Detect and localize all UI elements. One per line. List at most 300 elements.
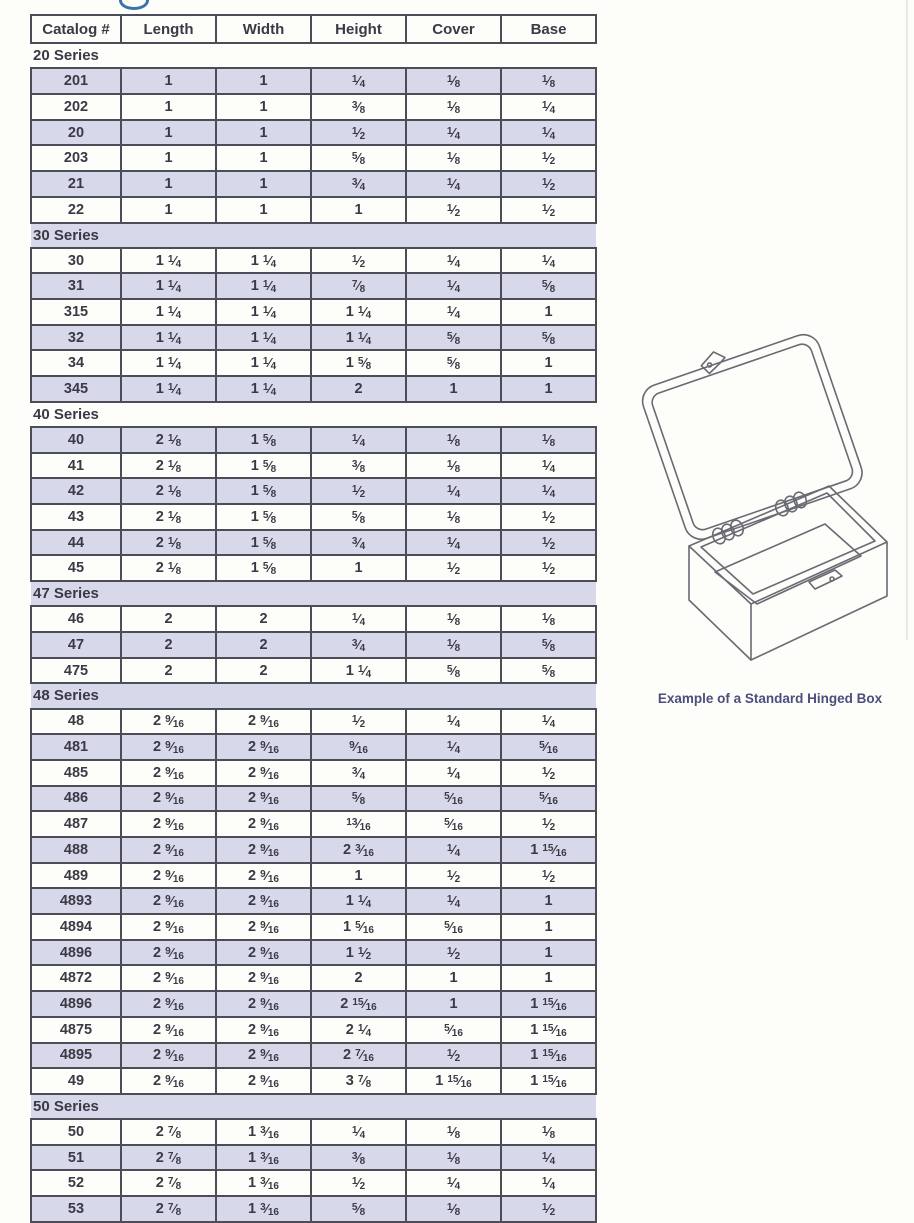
column-header: Cover <box>406 15 501 43</box>
dimension-cell: 1 $^5⁄_{16}$ <box>311 914 406 940</box>
dimension-cell: 2 $^9⁄_{16}$ <box>121 863 216 889</box>
dimension-cell: 1 $^{15}⁄_{16}$ <box>501 837 596 863</box>
dimension-cell: $^1⁄_2$ <box>406 940 501 966</box>
dimension-cell: $^1⁄_4$ <box>406 837 501 863</box>
dimension-cell: $^1⁄_2$ <box>311 120 406 146</box>
dimension-cell: 1 $^1⁄_4$ <box>121 299 216 325</box>
catalog-number-cell: 53 <box>31 1196 121 1222</box>
catalog-number-cell: 487 <box>31 811 121 837</box>
catalog-number-cell: 21 <box>31 171 121 197</box>
dimension-cell: $^1⁄_4$ <box>406 888 501 914</box>
dimension-cell: $^1⁄_4$ <box>311 427 406 453</box>
dimension-cell: 1 $^1⁄_4$ <box>216 325 311 351</box>
dimension-cell: $^1⁄_4$ <box>406 709 501 735</box>
dimension-cell: 2 <box>311 376 406 402</box>
catalog-number-cell: 4896 <box>31 991 121 1017</box>
column-header: Width <box>216 15 311 43</box>
dimension-cell: $^1⁄_2$ <box>406 197 501 223</box>
dimension-cell: 2 $^9⁄_{16}$ <box>216 888 311 914</box>
catalog-number-cell: 489 <box>31 863 121 889</box>
dimension-cell: $^5⁄_8$ <box>311 1196 406 1222</box>
dimension-cell: 1 $^1⁄_4$ <box>216 299 311 325</box>
dimension-cell: $^5⁄_8$ <box>501 658 596 684</box>
dimension-cell: $^5⁄_{16}$ <box>501 786 596 812</box>
dimension-cell: $^5⁄_8$ <box>501 273 596 299</box>
dimension-cell: $^1⁄_8$ <box>501 606 596 632</box>
dimension-cell: 2 $^7⁄_8$ <box>121 1170 216 1196</box>
dimension-cell: $^5⁄_8$ <box>406 658 501 684</box>
series-label: 48 Series <box>31 683 596 708</box>
dimension-cell: 1 $^{15}⁄_{16}$ <box>501 1043 596 1069</box>
table-row <box>31 914 596 940</box>
dimension-cell: $^1⁄_4$ <box>406 171 501 197</box>
dimension-cell: 1 $^1⁄_4$ <box>216 376 311 402</box>
table-row <box>31 658 596 684</box>
series-label: 50 Series <box>31 1094 596 1119</box>
table-row <box>31 1145 596 1171</box>
dimension-cell: $^3⁄_4$ <box>311 632 406 658</box>
dimension-cell: 2 $^1⁄_8$ <box>121 504 216 530</box>
table-row <box>31 940 596 966</box>
dimension-cell: 1 $^{15}⁄_{16}$ <box>406 1068 501 1094</box>
dimension-cell: 2 <box>121 606 216 632</box>
dimension-cell: 1 $^5⁄_8$ <box>216 478 311 504</box>
catalog-number-cell: 48 <box>31 709 121 735</box>
catalog-number-cell: 203 <box>31 145 121 171</box>
dimension-cell: 2 $^9⁄_{16}$ <box>121 734 216 760</box>
dimension-cell: 2 $^9⁄_{16}$ <box>216 863 311 889</box>
dimension-cell: $^5⁄_8$ <box>406 325 501 351</box>
dimension-cell: 2 $^9⁄_{16}$ <box>216 1017 311 1043</box>
catalog-number-cell: 4896 <box>31 940 121 966</box>
column-header: Base <box>501 15 596 43</box>
dimension-cell: $^1⁄_4$ <box>311 68 406 94</box>
dimension-cell: $^1⁄_4$ <box>501 94 596 120</box>
dimension-cell: 1 $^1⁄_4$ <box>121 325 216 351</box>
dimension-cell: $^3⁄_8$ <box>311 453 406 479</box>
dimension-cell: $^1⁄_2$ <box>501 555 596 581</box>
dimension-cell: $^1⁄_4$ <box>501 1170 596 1196</box>
dimension-cell: $^1⁄_4$ <box>501 453 596 479</box>
table-row <box>31 991 596 1017</box>
dimension-cell: $^1⁄_2$ <box>501 197 596 223</box>
dimension-cell: 1 <box>216 171 311 197</box>
table-row <box>31 350 596 376</box>
dimension-cell: $^1⁄_2$ <box>501 811 596 837</box>
dimension-cell: $^1⁄_4$ <box>406 299 501 325</box>
series-row <box>31 581 596 606</box>
dimension-cell: 2 $^9⁄_{16}$ <box>216 786 311 812</box>
dimension-cell: $^5⁄_8$ <box>311 504 406 530</box>
dimension-cell: 2 $^7⁄_{16}$ <box>311 1043 406 1069</box>
catalog-number-cell: 34 <box>31 350 121 376</box>
table-row <box>31 1170 596 1196</box>
dimension-cell: 1 <box>501 350 596 376</box>
dimension-cell: 1 <box>311 197 406 223</box>
table-row <box>31 478 596 504</box>
catalog-number-cell: 202 <box>31 94 121 120</box>
dimension-cell: $^{13}⁄_{16}$ <box>311 811 406 837</box>
series-row <box>31 43 596 68</box>
catalog-number-cell: 46 <box>31 606 121 632</box>
dimension-cell: $^1⁄_4$ <box>406 1170 501 1196</box>
catalog-number-cell: 42 <box>31 478 121 504</box>
table-row <box>31 504 596 530</box>
dimension-cell: $^5⁄_{16}$ <box>406 1017 501 1043</box>
dimension-cell: 2 $^9⁄_{16}$ <box>121 991 216 1017</box>
dimension-cell: 1 <box>406 991 501 1017</box>
dimension-cell: 3 $^7⁄_8$ <box>311 1068 406 1094</box>
dimension-cell: $^1⁄_2$ <box>501 760 596 786</box>
catalog-number-cell: 45 <box>31 555 121 581</box>
catalog-number-cell: 50 <box>31 1119 121 1145</box>
dimension-cell: 1 $^1⁄_4$ <box>216 273 311 299</box>
table-row <box>31 325 596 351</box>
dimension-cell: $^1⁄_2$ <box>406 1043 501 1069</box>
table-row <box>31 427 596 453</box>
dimension-cell: 2 $^1⁄_8$ <box>121 555 216 581</box>
dimension-cell: 1 $^1⁄_4$ <box>216 350 311 376</box>
table-row <box>31 1068 596 1094</box>
series-row <box>31 683 596 708</box>
catalog-number-cell: 4872 <box>31 965 121 991</box>
table-row <box>31 376 596 402</box>
dimension-cell: $^7⁄_8$ <box>311 273 406 299</box>
dimension-cell: 2 $^9⁄_{16}$ <box>216 940 311 966</box>
dimension-cell: 1 <box>501 376 596 402</box>
table-row <box>31 120 596 146</box>
dimension-cell: 1 $^1⁄_4$ <box>216 248 311 274</box>
dimension-cell: 2 $^7⁄_8$ <box>121 1145 216 1171</box>
dimension-cell: 2 $^9⁄_{16}$ <box>121 965 216 991</box>
base-latch-rivet <box>830 577 834 581</box>
dimension-cell: 2 $^9⁄_{16}$ <box>121 914 216 940</box>
series-row <box>31 402 596 427</box>
catalog-number-cell: 20 <box>31 120 121 146</box>
dimension-cell: 2 $^9⁄_{16}$ <box>216 837 311 863</box>
dimension-cell: $^1⁄_8$ <box>406 453 501 479</box>
dimension-cell: 1 $^1⁄_4$ <box>311 888 406 914</box>
dimension-cell: 2 $^1⁄_8$ <box>121 427 216 453</box>
dimension-cell: 2 $^9⁄_{16}$ <box>216 1043 311 1069</box>
dimension-cell: 1 <box>501 888 596 914</box>
dimension-cell: 2 $^9⁄_{16}$ <box>121 709 216 735</box>
dimension-cell: 2 $^9⁄_{16}$ <box>216 914 311 940</box>
dimension-cell: 2 $^1⁄_4$ <box>311 1017 406 1043</box>
catalog-number-cell: 31 <box>31 273 121 299</box>
dimension-cell: 1 $^1⁄_4$ <box>311 658 406 684</box>
dimension-cell: 2 $^9⁄_{16}$ <box>121 786 216 812</box>
catalog-number-cell: 51 <box>31 1145 121 1171</box>
series-row <box>31 223 596 248</box>
dimension-cell: 2 $^1⁄_8$ <box>121 530 216 556</box>
table-row <box>31 863 596 889</box>
dimension-cell: 1 $^5⁄_8$ <box>216 530 311 556</box>
dimension-cell: 1 $^5⁄_8$ <box>216 555 311 581</box>
catalog-number-cell: 32 <box>31 325 121 351</box>
catalog-number-cell: 486 <box>31 786 121 812</box>
dimension-cell: 1 $^1⁄_4$ <box>311 325 406 351</box>
dimension-cell: $^1⁄_8$ <box>406 606 501 632</box>
dimension-cell: $^1⁄_2$ <box>311 248 406 274</box>
dimension-cell: $^3⁄_8$ <box>311 1145 406 1171</box>
series-label: 40 Series <box>31 402 596 427</box>
dimension-cell: 1 <box>501 965 596 991</box>
dimension-cell: $^5⁄_{16}$ <box>406 914 501 940</box>
dimension-cell: 1 $^1⁄_4$ <box>311 299 406 325</box>
table-row <box>31 1196 596 1222</box>
catalog-table-body <box>31 43 596 1222</box>
dimension-cell: 1 <box>121 68 216 94</box>
dimension-cell: 1 <box>121 120 216 146</box>
dimension-cell: 1 $^1⁄_4$ <box>121 376 216 402</box>
dimension-cell: $^1⁄_2$ <box>311 478 406 504</box>
table-row <box>31 94 596 120</box>
dimension-cell: $^5⁄_8$ <box>311 786 406 812</box>
table-row <box>31 760 596 786</box>
column-header: Catalog # <box>31 15 121 43</box>
dimension-cell: $^5⁄_{16}$ <box>406 786 501 812</box>
dimension-cell: 2 $^9⁄_{16}$ <box>216 965 311 991</box>
dimension-cell: $^3⁄_4$ <box>311 171 406 197</box>
table-row <box>31 555 596 581</box>
table-row <box>31 811 596 837</box>
dimension-cell: 1 $^{15}⁄_{16}$ <box>501 991 596 1017</box>
dimension-cell: 1 $^1⁄_2$ <box>311 940 406 966</box>
dimension-cell: 2 $^9⁄_{16}$ <box>121 1043 216 1069</box>
dimension-cell: 1 $^{15}⁄_{16}$ <box>501 1017 596 1043</box>
table-row <box>31 171 596 197</box>
catalog-number-cell: 345 <box>31 376 121 402</box>
table-row <box>31 837 596 863</box>
dimension-cell: $^1⁄_4$ <box>406 530 501 556</box>
dimension-cell: 1 $^1⁄_4$ <box>121 350 216 376</box>
dimension-cell: 1 $^5⁄_8$ <box>216 427 311 453</box>
table-row <box>31 273 596 299</box>
catalog-number-cell: 40 <box>31 427 121 453</box>
dimension-cell: $^5⁄_8$ <box>501 325 596 351</box>
dimension-cell: $^1⁄_2$ <box>406 863 501 889</box>
page-edge-shadow <box>906 0 908 640</box>
catalog-number-cell: 44 <box>31 530 121 556</box>
dimension-cell: $^3⁄_4$ <box>311 530 406 556</box>
dimension-cell: $^1⁄_8$ <box>501 68 596 94</box>
dimension-cell: $^1⁄_2$ <box>501 145 596 171</box>
dimension-cell: 2 $^9⁄_{16}$ <box>121 760 216 786</box>
table-row <box>31 248 596 274</box>
catalog-number-cell: 30 <box>31 248 121 274</box>
dimension-cell: $^1⁄_4$ <box>311 1119 406 1145</box>
dimension-cell: $^1⁄_8$ <box>501 1119 596 1145</box>
dimension-cell: $^5⁄_8$ <box>501 632 596 658</box>
catalog-number-cell: 315 <box>31 299 121 325</box>
catalog-number-cell: 43 <box>31 504 121 530</box>
dimension-cell: $^9⁄_{16}$ <box>311 734 406 760</box>
table-row <box>31 530 596 556</box>
catalog-number-cell: 4893 <box>31 888 121 914</box>
dimension-cell: $^1⁄_4$ <box>501 120 596 146</box>
dimension-cell: 1 $^5⁄_8$ <box>311 350 406 376</box>
dimension-cell: 2 $^3⁄_{16}$ <box>311 837 406 863</box>
dimension-cell: $^1⁄_8$ <box>406 68 501 94</box>
dimension-cell: 2 $^9⁄_{16}$ <box>216 811 311 837</box>
dimension-cell: $^1⁄_2$ <box>406 555 501 581</box>
table-row <box>31 299 596 325</box>
dimension-cell: 1 $^3⁄_{16}$ <box>216 1170 311 1196</box>
table-row <box>31 709 596 735</box>
catalog-number-cell: 201 <box>31 68 121 94</box>
dimension-cell: $^1⁄_2$ <box>501 530 596 556</box>
table-row <box>31 1043 596 1069</box>
dimension-cell: $^1⁄_8$ <box>406 1145 501 1171</box>
series-label: 20 Series <box>31 43 596 68</box>
dimension-cell: $^3⁄_4$ <box>311 760 406 786</box>
catalog-number-cell: 52 <box>31 1170 121 1196</box>
catalog-number-cell: 4894 <box>31 914 121 940</box>
catalog-number-cell: 481 <box>31 734 121 760</box>
dimension-cell: $^3⁄_8$ <box>311 94 406 120</box>
dimension-cell: $^1⁄_4$ <box>501 478 596 504</box>
dimension-cell: $^1⁄_8$ <box>406 1119 501 1145</box>
dimension-cell: $^1⁄_4$ <box>311 606 406 632</box>
dimension-cell: $^1⁄_4$ <box>501 248 596 274</box>
table-row <box>31 606 596 632</box>
dimension-cell: 2 $^9⁄_{16}$ <box>216 1068 311 1094</box>
dimension-cell: 1 <box>216 94 311 120</box>
dimension-cell: 1 <box>216 145 311 171</box>
catalog-table <box>30 14 597 1223</box>
column-header: Length <box>121 15 216 43</box>
dimension-cell: 2 $^9⁄_{16}$ <box>216 709 311 735</box>
dimension-cell: 2 $^9⁄_{16}$ <box>121 940 216 966</box>
header-row <box>31 15 596 43</box>
dimension-cell: $^5⁄_8$ <box>406 350 501 376</box>
dimension-cell: 1 <box>121 145 216 171</box>
catalog-number-cell: 485 <box>31 760 121 786</box>
illustration-caption: Example of a Standard Hinged Box <box>657 691 883 706</box>
table-row <box>31 632 596 658</box>
dimension-cell: 1 <box>216 120 311 146</box>
dimension-cell: $^1⁄_8$ <box>406 1196 501 1222</box>
dimension-cell: $^1⁄_2$ <box>501 504 596 530</box>
dimension-cell: 2 $^9⁄_{16}$ <box>216 760 311 786</box>
catalog-number-cell: 488 <box>31 837 121 863</box>
dimension-cell: 1 <box>216 68 311 94</box>
dimension-cell: 2 $^7⁄_8$ <box>121 1196 216 1222</box>
dimension-cell: 2 <box>216 658 311 684</box>
catalog-number-cell: 475 <box>31 658 121 684</box>
dimension-cell: 2 $^9⁄_{16}$ <box>216 991 311 1017</box>
base-front-wall <box>751 542 887 660</box>
table-row <box>31 197 596 223</box>
dimension-cell: 1 <box>121 94 216 120</box>
dimension-cell: $^1⁄_4$ <box>501 1145 596 1171</box>
catalog-number-cell: 41 <box>31 453 121 479</box>
dimension-cell: $^1⁄_8$ <box>406 94 501 120</box>
dimension-cell: $^1⁄_2$ <box>501 1196 596 1222</box>
dimension-cell: 1 <box>121 171 216 197</box>
dimension-cell: $^1⁄_4$ <box>406 478 501 504</box>
dimension-cell: 1 <box>501 914 596 940</box>
dimension-cell: $^1⁄_4$ <box>406 120 501 146</box>
catalog-number-cell: 22 <box>31 197 121 223</box>
base-outer-rim <box>689 486 887 604</box>
dimension-cell: $^1⁄_2$ <box>501 171 596 197</box>
dimension-cell: 2 $^{15}⁄_{16}$ <box>311 991 406 1017</box>
dimension-cell: $^1⁄_4$ <box>501 709 596 735</box>
dimension-cell: 1 <box>406 376 501 402</box>
dimension-cell: 2 <box>311 965 406 991</box>
table-row <box>31 453 596 479</box>
dimension-cell: 1 $^3⁄_{16}$ <box>216 1145 311 1171</box>
dimension-cell: 2 $^9⁄_{16}$ <box>121 837 216 863</box>
dimension-cell: 1 $^{15}⁄_{16}$ <box>501 1068 596 1094</box>
dimension-cell: $^1⁄_2$ <box>501 863 596 889</box>
dimension-cell: 1 <box>501 940 596 966</box>
table-row <box>31 145 596 171</box>
dimension-cell: $^1⁄_8$ <box>501 427 596 453</box>
table-row <box>31 965 596 991</box>
dimension-cell: 1 $^5⁄_8$ <box>216 453 311 479</box>
dimension-cell: 1 $^3⁄_{16}$ <box>216 1196 311 1222</box>
dimension-cell: $^1⁄_4$ <box>406 248 501 274</box>
catalog-number-cell: 4875 <box>31 1017 121 1043</box>
dimension-cell: 1 <box>406 965 501 991</box>
dimension-cell: 1 <box>501 299 596 325</box>
catalog-number-cell: 47 <box>31 632 121 658</box>
dimension-cell: 1 <box>216 197 311 223</box>
table-row <box>31 786 596 812</box>
catalog-table-header <box>31 15 596 43</box>
dimension-cell: 2 <box>121 658 216 684</box>
dimension-cell: 2 <box>121 632 216 658</box>
dimension-cell: 1 $^3⁄_{16}$ <box>216 1119 311 1145</box>
hinged-box-line-drawing <box>633 330 905 682</box>
dimension-cell: 2 $^9⁄_{16}$ <box>121 1068 216 1094</box>
series-label: 30 Series <box>31 223 596 248</box>
dimension-cell: $^5⁄_8$ <box>311 145 406 171</box>
dimension-cell: $^1⁄_4$ <box>406 273 501 299</box>
dimension-cell: 2 $^1⁄_8$ <box>121 478 216 504</box>
dimension-cell: 1 <box>121 197 216 223</box>
dimension-cell: 2 $^1⁄_8$ <box>121 453 216 479</box>
table-row <box>31 734 596 760</box>
dimension-cell: $^1⁄_8$ <box>406 145 501 171</box>
dimension-cell: $^5⁄_{16}$ <box>501 734 596 760</box>
dimension-cell: 1 <box>311 863 406 889</box>
dimension-cell: 2 <box>216 632 311 658</box>
hinged-box-illustration <box>633 330 905 682</box>
table-row <box>31 1119 596 1145</box>
series-label: 47 Series <box>31 581 596 606</box>
table-row <box>31 888 596 914</box>
dimension-cell: $^1⁄_8$ <box>406 632 501 658</box>
table-row <box>31 68 596 94</box>
series-row <box>31 1094 596 1119</box>
dimension-cell: 2 $^9⁄_{16}$ <box>216 734 311 760</box>
dimension-cell: $^1⁄_4$ <box>406 734 501 760</box>
dimension-cell: 2 $^9⁄_{16}$ <box>121 1017 216 1043</box>
catalog-number-cell: 49 <box>31 1068 121 1094</box>
dimension-cell: 1 $^1⁄_4$ <box>121 273 216 299</box>
table-row <box>31 1017 596 1043</box>
dimension-cell: 1 <box>311 555 406 581</box>
column-header: Height <box>311 15 406 43</box>
catalog-number-cell: 4895 <box>31 1043 121 1069</box>
dimension-cell: $^1⁄_4$ <box>406 760 501 786</box>
dimension-cell: 1 $^1⁄_4$ <box>121 248 216 274</box>
dimension-cell: $^1⁄_8$ <box>406 427 501 453</box>
